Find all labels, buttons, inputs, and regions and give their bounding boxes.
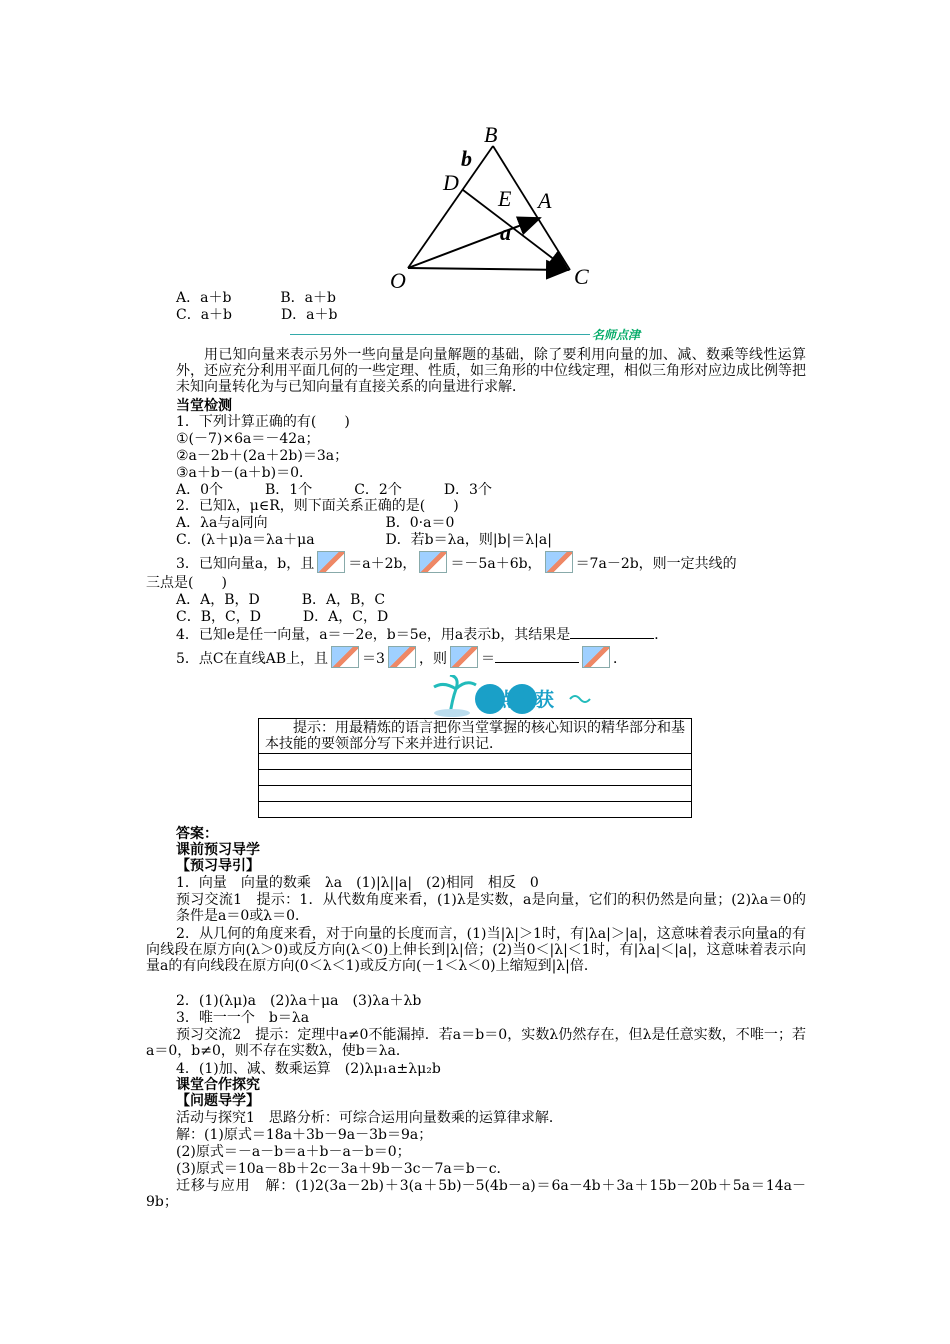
line-DC [463, 190, 568, 270]
q2-option-A: A．λa与a同向 [176, 515, 268, 531]
answers-line-2: 预习交流1 提示：1．从代数角度来看，(1)λ是实数，a是向量，它们的积仍然是向量；(2)λa＝0的条件是a＝0或λ＝0． [176, 892, 806, 924]
label-b: b [461, 146, 472, 171]
summary-box [258, 718, 692, 818]
vector-image-icon [450, 646, 478, 668]
q4-text: 4．已知e是任一向量，a＝－2e，b＝5e，用a表示b，其结果是 [176, 627, 571, 643]
q3-options-1: A．A，B，D B．A，B，C [176, 592, 386, 608]
answers-section-1: 课前预习导学 [176, 842, 260, 858]
q2-stem: 2．已知λ，μ∈R，则下面关系正确的是( ) [176, 498, 459, 514]
answers-line-11: (3)原式＝10a－8b＋2c－3a＋9b－3c－7a＝b－c． [176, 1161, 511, 1177]
vector-OA [408, 218, 540, 268]
q3-part-2: ＝－5a＋6b， [450, 556, 542, 572]
q4 [176, 626, 668, 643]
answers-line-9: 解：(1)原式＝18a＋3b－9a－3b＝9a； [176, 1127, 433, 1143]
q2-option-B: B．0·a＝0 [385, 515, 455, 531]
q1-item-2: ②a－2b＋(2a＋2b)＝3a； [176, 448, 349, 464]
q3-part-3: ＝7a－2b，则一定共线的 [575, 556, 737, 572]
summary-line[interactable] [259, 786, 692, 802]
label-C: C [574, 264, 589, 289]
option-D: D．a＋b [280, 307, 338, 323]
options-row-2 [176, 307, 337, 323]
q1-stem: 1．下列计算正确的有( ) [176, 414, 350, 430]
option-B: B．a＋b [280, 290, 336, 306]
vector-image-icon [545, 551, 573, 573]
answers-line-7: 4．(1)加、减、数乘运算 (2)λμ₁a±λμ₂b [176, 1061, 441, 1077]
q3-stem [176, 551, 737, 573]
label-B: B [484, 122, 498, 147]
label-E: E [498, 186, 512, 211]
banner-text: 盘点收获 [478, 689, 555, 711]
answers-line-12: 迁移与应用 解：(1)2(3a－2b)＋3(a＋5b)－5(4b－a)＝6a－4b＋3a＋15b－20b＋5a＝14a－9b； [146, 1178, 806, 1210]
q2-options-row-2 [176, 532, 552, 548]
options-row-1 [176, 290, 336, 306]
vector-image-icon [317, 551, 345, 573]
summary-line[interactable] [259, 770, 692, 786]
q3-stem-pre: 3．已知向量a，b，且 [176, 556, 315, 572]
q5 [176, 646, 627, 668]
option-A: A．a＋b [176, 290, 232, 306]
answers-subsection-1: 【预习导引】 [176, 858, 260, 874]
vector-image-icon [388, 646, 416, 668]
tip-badge: 名师点津 [592, 328, 641, 342]
q3-part-1: ＝a＋2b， [348, 556, 417, 572]
summary-line[interactable] [259, 802, 692, 818]
answers-line-10: (2)原式＝－a－b＝a＋b－a－b＝0； [176, 1144, 411, 1160]
answers-subsection-2: 【问题导学】 [176, 1093, 260, 1109]
answers-line-6: 预习交流2 提示：定理中a≠0不能漏掉．若a＝b＝0，实数λ仍然存在，但λ是任意实数，不唯一；若a＝0，b≠0，则不存在实数λ，使b＝λa． [146, 1027, 806, 1059]
q2-options-row-1 [176, 515, 454, 531]
summary-line[interactable] [259, 754, 692, 770]
q5-mid-3: ＝ [480, 651, 495, 667]
answers-line-4: 2．(1)(λμ)a (2)λa＋μa (3)λa＋λb [176, 993, 422, 1009]
answers-title: 答案： [176, 826, 218, 842]
q3-options-2: C．B，C，D D．A，C，D [176, 609, 389, 625]
section-check-title: 当堂检测 [176, 398, 232, 414]
q4-end: ． [654, 627, 669, 643]
q5-mid-1: ＝3 [362, 651, 385, 667]
vector-OC [408, 268, 568, 270]
q5-pre: 5．点C在直线AB上，且 [176, 651, 329, 667]
label-D: D [443, 170, 459, 195]
line-OB [408, 146, 493, 268]
q2-option-C: C．(λ＋μ)a＝λa＋μa [176, 532, 315, 548]
label-A: A [538, 188, 552, 213]
vector-image-icon [419, 551, 447, 573]
label-O: O [390, 268, 406, 293]
q2-option-D: D．若b＝λa，则|b|＝λ|a| [385, 532, 552, 548]
q3-stem-end: 三点是( ) [146, 575, 227, 591]
answers-section-2: 课堂合作探究 [176, 1077, 260, 1093]
q1-options: A．0个 B．1个 C．2个 D．3个 [176, 482, 492, 498]
triangle-figure [380, 118, 610, 298]
q1-item-1: ①(－7)×6a＝－42a； [176, 431, 320, 447]
q5-answer-blank[interactable] [495, 650, 579, 663]
separator-line [290, 334, 590, 335]
vector-image-icon [331, 646, 359, 668]
answers-line-3: 2．从几何的角度来看，对于向量的长度而言，(1)当|λ|＞1时，有|λa|＞|a|，这意味着表示向量a的有向线段在原方向(λ＞0)或反方向(λ＜0)上伸长到|λ|倍；(2)当0＜|λ|＜1时，有|λa|＜|a|，这意味着表示向量a的有向线段在原方向(0＜λ＜1)或反方向(－1＜λ＜0)上缩短到|λ|倍． [146, 926, 806, 974]
palm-tree-icon [434, 675, 476, 715]
answers-line-1: 1．向量 向量的数乘 λa (1)|λ||a| (2)相同 相反 0 [176, 875, 539, 891]
summary-hint: 提示：用最精炼的语言把你当堂掌握的核心知识的精华部分和基本技能的要领部分写下来并进行识记． [259, 719, 692, 754]
q1-item-3: ③a＋b－(a＋b)＝0． [176, 465, 313, 481]
label-a: a [500, 220, 511, 245]
q5-end: ． [612, 651, 627, 667]
summary-banner [430, 675, 600, 717]
vector-image-icon [582, 646, 610, 668]
tip-paragraph: 用已知向量来表示另外一些向量是向量解题的基础，除了要利用向量的加、减、数乘等线性运算外，还应充分利用平面几何的一些定理、性质，如三角形的中位线定理，相似三角形对应边成比例等把未知向量转化为与已知向量有直接关系的向量进行求解． [176, 347, 806, 395]
answers-line-8: 活动与探究1 思路分析：可综合运用向量数乘的运算律求解． [176, 1110, 563, 1126]
q5-mid-2: ，则 [418, 651, 447, 667]
answers-line-5: 3．唯一一个 b＝λa [176, 1010, 310, 1026]
option-C: C．a＋b [176, 307, 233, 323]
q4-answer-blank[interactable] [570, 626, 654, 639]
